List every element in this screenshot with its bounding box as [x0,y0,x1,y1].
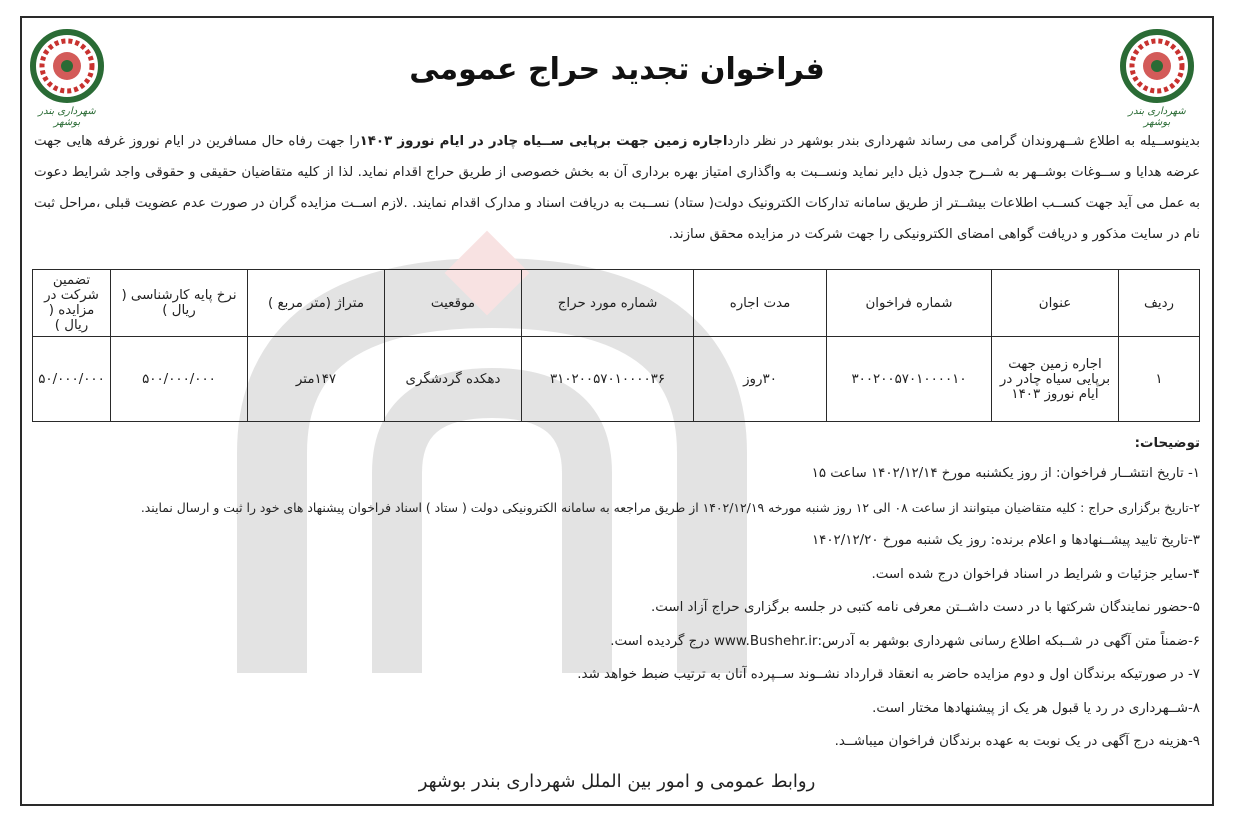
col-guarantee: تضمین شرکت در مزایده ( ریال ) [33,270,111,337]
note-item: ۹-هزینه درج آگهی در یک نوبت به عهده برندگان فراخوان میباشــد. [834,734,1200,749]
cell-auction-number: ۳۱۰۲۰۰۵۷۰۱۰۰۰۰۳۶ [522,337,694,422]
footer-signature: روابط عمومی و امور بین الملل شهرداری بندر بوشهر [418,771,816,792]
col-area: متراژ (متر مربع ) [248,270,385,337]
auction-table [32,269,1200,422]
note-item: ۶-ضمناً متن آگهی در شــبکه اطلاع رسانی شهرداری بوشهر به آدرس:www.Bushehr.ir درج گردیده است. [610,633,1200,649]
table-row [33,337,1200,422]
cell-base-rate: ۵۰۰/۰۰۰/۰۰۰ [111,337,248,422]
note-item: ۵-حضور نمایندگان شرکتها با در دست داشــتن معرفی نامه کتبی در جلسه برگزاری حراج آزاد است. [650,600,1200,615]
col-call-number: شماره فراخوان [827,270,992,337]
note-item: ۲-تاریخ برگزاری حراج : کلیه متقاضیان میتوانند از ساعت ۰۸ الی ۱۲ روز شنبه مورخه ۱۴۰۲/۱۲/۱۹ از طریق مراجعه به سامانه الکترونیکی دولت ( ستاد ) اسناد فراخوان پیشنهاد های خود را ثبت و ارسال نمایند. [140,499,1200,515]
cell-subject: اجاره زمین جهت برپایی سیاه چادر در ایام نوروز ۱۴۰۳ [992,337,1119,422]
cell-duration: ۳۰روز [694,337,827,422]
col-auction-number: شماره مورد حراج [522,270,694,337]
notes-section [34,436,1200,759]
intro-text-1: بدینوســیله به اطلاع شــهروندان گرامی می رساند شهرداری بندر بوشهر در نظر دارد [727,134,1200,149]
cell-row: ۱ [1119,337,1200,422]
cell-guarantee: ۵۰/۰۰۰/۰۰۰ [33,337,111,422]
col-subject: عنوان [992,270,1119,337]
note-item: ۸-شــهرداری در رد یا قبول هر یک از پیشنهادها مختار است. [872,700,1200,716]
note-item: ۴-سایر جزئیات و شرایط در اسناد فراخوان درج شده است. [871,566,1200,582]
cell-call-number: ۳۰۰۲۰۰۵۷۰۱۰۰۰۰۱۰ [827,337,992,422]
cell-area: ۱۴۷متر [248,337,385,422]
notice-frame [20,16,1214,806]
intro-paragraph [34,126,1200,250]
cell-location: دهکده گردشگری [385,337,522,422]
col-location: موقعیت [385,270,522,337]
note-item: ۷- در صورتیکه برندگان اول و دوم مزایده حاضر به انعقاد قرارداد نشــوند ســپرده آنان به ترتیب ضبط خواهد شد. [577,667,1200,682]
note-item: ۱- تاریخ انتشــار فراخوان: از روز یکشنبه مورخ ۱۴۰۲/۱۲/۱۴ ساعت ۱۵ [811,466,1200,481]
table-header-row [33,270,1200,337]
logo-caption-right: شهرداری بندر بوشهر [1128,106,1186,128]
col-duration: مدت اجاره [694,270,827,337]
notes-heading: توضیحات: [1134,436,1200,451]
page-title: فراخوان تجدید حراج عمومی [409,52,825,87]
intro-highlight: اجاره زمین جهت برپایی ســیاه چادر در ایام نوروز ۱۴۰۳ [359,134,728,149]
col-row: ردیف [1119,270,1200,337]
col-base-rate: نرخ پایه کارشناسی ( ریال ) [111,270,248,337]
logo-caption-left: شهرداری بندر بوشهر [38,106,96,128]
note-item: ۳-تاریخ تایید پیشــنهادها و اعلام برنده: روز یک شنبه مورخ ۱۴۰۲/۱۲/۲۰ [811,533,1200,548]
intro-text-2: را جهت رفاه حال مسافرین در ایام نوروز غرفه هایی جهت عرضه هدایا و ســوغات بوشــهر به شــرح جدول ذیل دایر نماید ونســبت به واگذاری امتیاز بهره برداری آن به بخش خصوصی از طریق حراج اقدام نماید. لذا از کلیه متقاضیان حقیقی و حقوقی واجد شرایط دعوت به عمل می آید جهت کســب اطلاعات بیشــتر از طریق سامانه تدارکات الکترونیک دولت( ستاد) نســبت به دریافت اسناد و مدارک اقدام نمایند. .لازم اســت مزایده گران در صورت عدم عضویت قبلی ،مراحل ثبت نام در سایت مذکور و دریافت گواهی امضای الکترونیکی را جهت شرکت در مزایده محقق سازند. [34,134,1200,242]
